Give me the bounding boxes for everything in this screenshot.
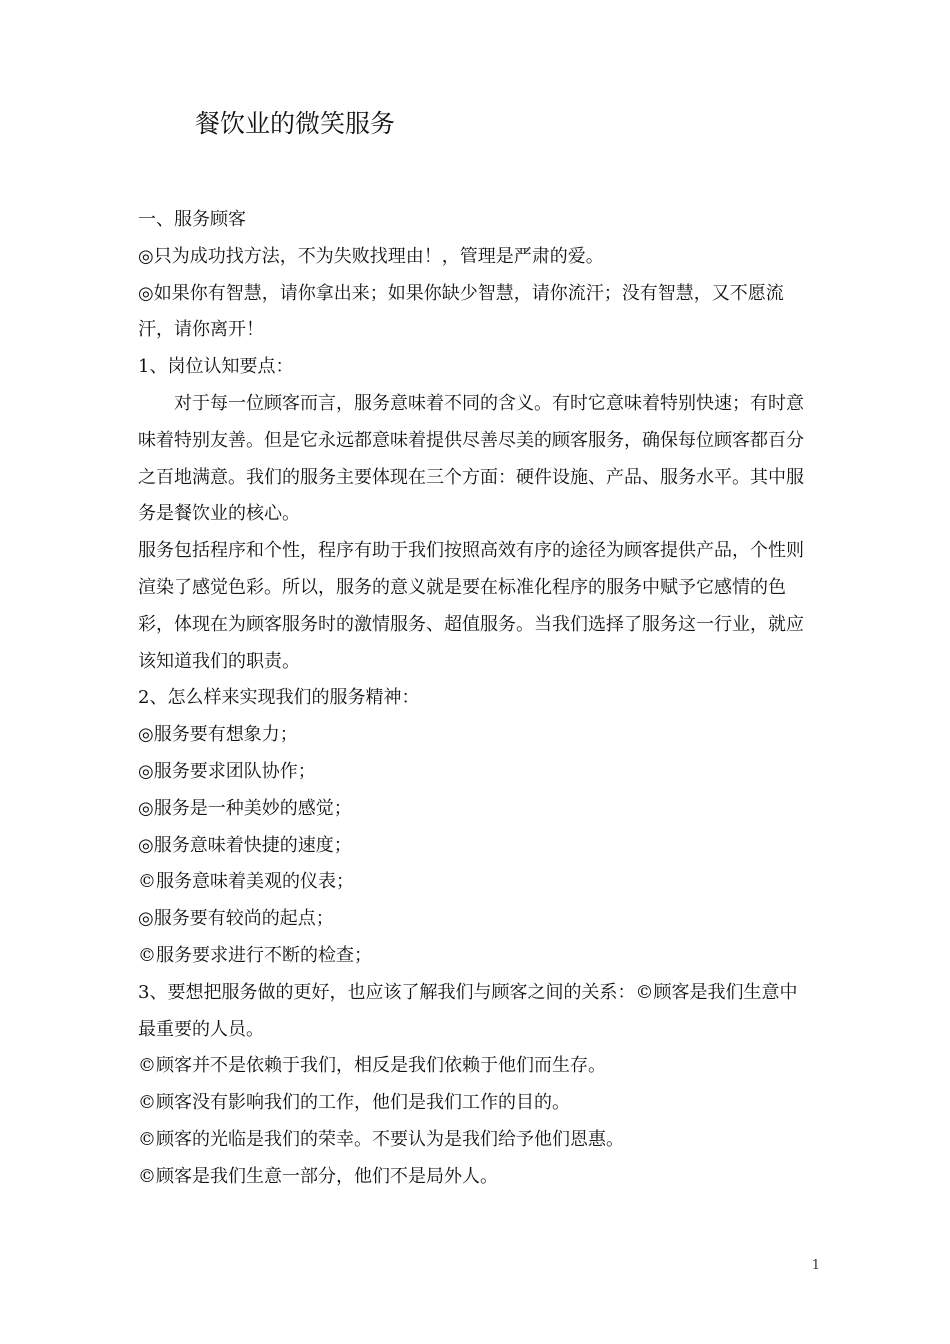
subsection-heading: 3、要想把服务做的更好，也应该了解我们与顾客之间的关系：©顾客是我们生意中最重要的人员。 (138, 981, 798, 1040)
list-item: ◎服务要有较尚的起点； (138, 908, 334, 930)
section-heading: 一、服务顾客 (138, 209, 246, 230)
subsection-heading: 2、怎么样来实现我们的服务精神： (138, 687, 420, 709)
list-item: ©顾客并不是依赖于我们，相反是我们依赖于他们而生存。 (138, 1055, 606, 1077)
list-item: ©顾客的光临是我们的荣幸。不要认为是我们给予他们恩惠。 (138, 1128, 624, 1150)
paragraph: ◎只为成功找方法，不为失败找理由！，管理是严肃的爱。 (138, 245, 604, 267)
subsection-heading: 1、岗位认知要点： (138, 356, 294, 378)
list-item: ©服务意味着美观的仪表； (138, 871, 354, 893)
list-item: ◎服务要求团队协作； (138, 760, 316, 782)
page-number: 1 (811, 1258, 820, 1273)
paragraph: ◎如果你有智慧，请你拿出来；如果你缺少智慧，请你流汗；没有智慧，又不愿流汗，请你离开！ (138, 282, 784, 341)
list-item: ©顾客是我们生意一部分，他们不是局外人。 (138, 1165, 498, 1187)
paragraph: 对于每一位顾客而言，服务意味着不同的含义。有时它意味着特别快速；有时意味着特别友善。但是它永远都意味着提供尽善尽美的顾客服务，确保每位顾客都百分之百地满意。我们的服务主要体现在三个方面：硬件设施、产品、服务水平。其中服务是餐饮业的核心。 (138, 392, 804, 525)
list-item: ©顾客没有影响我们的工作，他们是我们工作的目的。 (138, 1092, 570, 1114)
list-item: ◎服务是一种美妙的感觉； (138, 797, 352, 819)
document-title: 餐饮业的微笑服务 (195, 109, 396, 138)
list-item: ©服务要求进行不断的检查； (138, 944, 372, 966)
paragraph: 服务包括程序和个性，程序有助于我们按照高效有序的途径为顾客提供产品，个性则渲染了感觉色彩。所以，服务的意义就是要在标准化程序的服务中赋予它感情的色彩，体现在为顾客服务时的激情服务、超值服务。当我们选择了服务这一行业，就应该知道我们的职责。 (138, 540, 804, 672)
document-body (138, 202, 814, 1196)
list-item: ◎服务意味着快捷的速度； (138, 834, 352, 856)
list-item: ◎服务要有想象力； (138, 724, 298, 746)
